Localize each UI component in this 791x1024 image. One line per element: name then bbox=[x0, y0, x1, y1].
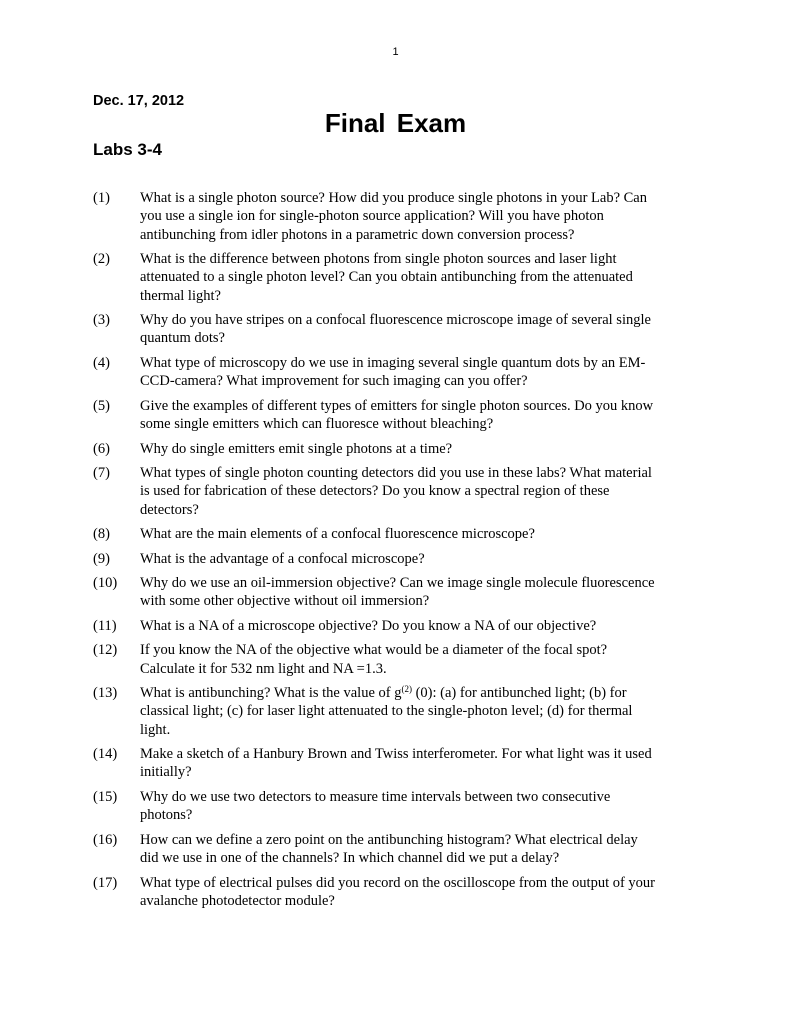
question-line: photons? bbox=[140, 807, 193, 824]
question-text bbox=[140, 831, 703, 868]
question-text bbox=[140, 397, 703, 434]
question-number: (13) bbox=[93, 685, 118, 702]
question-line: avalanche photodetector module? bbox=[140, 892, 335, 909]
question-text bbox=[140, 354, 703, 391]
question-line: What are the main elements of a confocal fluorescence microscope? bbox=[140, 526, 535, 543]
question-number: (12) bbox=[93, 642, 118, 659]
page-title: Final Exam bbox=[324, 108, 467, 138]
question-8 bbox=[93, 525, 703, 543]
question-line: Why do we use two detectors to measure time intervals between two consecutive bbox=[140, 788, 611, 805]
question-text bbox=[140, 684, 703, 739]
question-line: What is the difference between photons from single photon sources and laser light bbox=[140, 251, 617, 268]
question-text bbox=[140, 189, 703, 244]
question-text bbox=[140, 464, 703, 519]
question-16 bbox=[93, 831, 703, 868]
question-17 bbox=[93, 874, 703, 911]
question-line: you use a single ion for single-photon source application? Will you have photon bbox=[140, 208, 604, 225]
question-number: (16) bbox=[93, 831, 118, 848]
question-6 bbox=[93, 440, 703, 458]
question-text bbox=[140, 641, 703, 678]
question-line bbox=[140, 684, 703, 702]
question-3 bbox=[93, 311, 703, 348]
question-number: (3) bbox=[93, 312, 110, 329]
question-number: (11) bbox=[93, 617, 117, 634]
question-number: (1) bbox=[93, 190, 110, 206]
question-11 bbox=[93, 617, 703, 635]
question-line: CCD-camera? What improvement for such imaging can you offer? bbox=[140, 373, 528, 390]
question-line: What is the advantage of a confocal microscope? bbox=[140, 550, 425, 567]
question-number: (9) bbox=[93, 550, 110, 567]
question-number: (5) bbox=[93, 397, 110, 414]
labs-subtitle: Labs 3-4 bbox=[93, 140, 162, 159]
question-number: (14) bbox=[93, 746, 118, 763]
question-5 bbox=[93, 397, 703, 434]
question-line: antibunching from idler photons in a parametric down conversion process? bbox=[140, 226, 575, 243]
question-12 bbox=[93, 641, 703, 678]
question-14 bbox=[93, 745, 703, 782]
question-number: (10) bbox=[93, 575, 118, 592]
question-line: What type of microscopy do we use in imaging several single quantum dots by an EM- bbox=[140, 354, 646, 371]
question-text bbox=[140, 745, 703, 782]
question-number: (15) bbox=[93, 788, 118, 805]
question-line: What type of electrical pulses did you record on the oscilloscope from the output of your bbox=[140, 874, 656, 891]
question-number: (2) bbox=[93, 251, 110, 268]
question-line: some single emitters which can fluoresce without bleaching? bbox=[140, 416, 494, 433]
question-text bbox=[140, 250, 703, 305]
question-2 bbox=[93, 250, 703, 305]
question-text bbox=[140, 574, 703, 611]
question-line: What types of single photon counting detectors did you use in these labs? What material bbox=[140, 464, 652, 481]
question-line: attenuated to a single photon level? Can you obtain antibunching from the attenuated bbox=[140, 269, 633, 286]
exam-date: Dec. 17, 2012 bbox=[93, 93, 185, 109]
question-line: Why do we use an oil-immersion objective? Can we image single molecule fluorescence bbox=[140, 575, 655, 592]
question-number: (7) bbox=[93, 464, 110, 481]
question-line-end: (0): (a) for antibunched light; (b) for bbox=[411, 685, 627, 702]
question-number: (6) bbox=[93, 440, 110, 457]
question-number: (4) bbox=[93, 354, 110, 371]
question-text bbox=[140, 525, 703, 543]
question-line: light. bbox=[140, 721, 171, 738]
question-list bbox=[93, 189, 703, 916]
question-7 bbox=[93, 464, 703, 519]
question-number: (17) bbox=[93, 874, 118, 891]
question-line: Why do you have stripes on a confocal fluorescence microscope image of several single bbox=[140, 312, 651, 329]
question-line: Calculate it for 532 nm light and NA =1.3. bbox=[140, 660, 387, 677]
question-1 bbox=[93, 189, 703, 244]
question-line: with some other objective without oil immersion? bbox=[140, 593, 430, 610]
question-line: Give the examples of different types of emitters for single photon sources. Do you know bbox=[140, 397, 654, 414]
question-line: How can we define a zero point on the antibunching histogram? What electrical delay bbox=[140, 831, 638, 848]
question-text bbox=[140, 874, 703, 911]
question-4 bbox=[93, 354, 703, 391]
question-10 bbox=[93, 574, 703, 611]
question-line-start: What is antibunching? What is the value of g bbox=[140, 685, 402, 702]
question-text bbox=[140, 550, 703, 568]
question-text bbox=[140, 440, 703, 458]
question-text bbox=[140, 617, 703, 635]
question-line: detectors? bbox=[140, 501, 199, 518]
question-line: is used for fabrication of these detectors? Do you know a spectral region of these bbox=[140, 483, 610, 500]
question-9 bbox=[93, 550, 703, 568]
question-line: thermal light? bbox=[140, 287, 221, 304]
question-13 bbox=[93, 684, 703, 739]
question-line: What is a single photon source? How did you produce single photons in your Lab? Can bbox=[140, 190, 647, 206]
question-text bbox=[140, 311, 703, 348]
question-15 bbox=[93, 788, 703, 825]
question-line: did we use in one of the channels? In which channel did we put a delay? bbox=[140, 850, 560, 867]
question-line: If you know the NA of the objective what would be a diameter of the focal spot? bbox=[140, 642, 608, 659]
question-line: quantum dots? bbox=[140, 330, 225, 347]
g2-superscript: (2) bbox=[401, 684, 412, 695]
page-number: 1 bbox=[392, 46, 399, 58]
question-line: initially? bbox=[140, 764, 192, 781]
question-number: (8) bbox=[93, 526, 110, 543]
question-line: What is a NA of a microscope objective? Do you know a NA of our objective? bbox=[140, 617, 597, 634]
question-line: Make a sketch of a Hanbury Brown and Twiss interferometer. For what light was it used bbox=[140, 746, 652, 763]
question-text bbox=[140, 788, 703, 825]
question-line: classical light; (c) for laser light attenuated to the single-photon level; (d) for thermal bbox=[140, 703, 633, 720]
question-line: Why do single emitters emit single photons at a time? bbox=[140, 440, 453, 457]
